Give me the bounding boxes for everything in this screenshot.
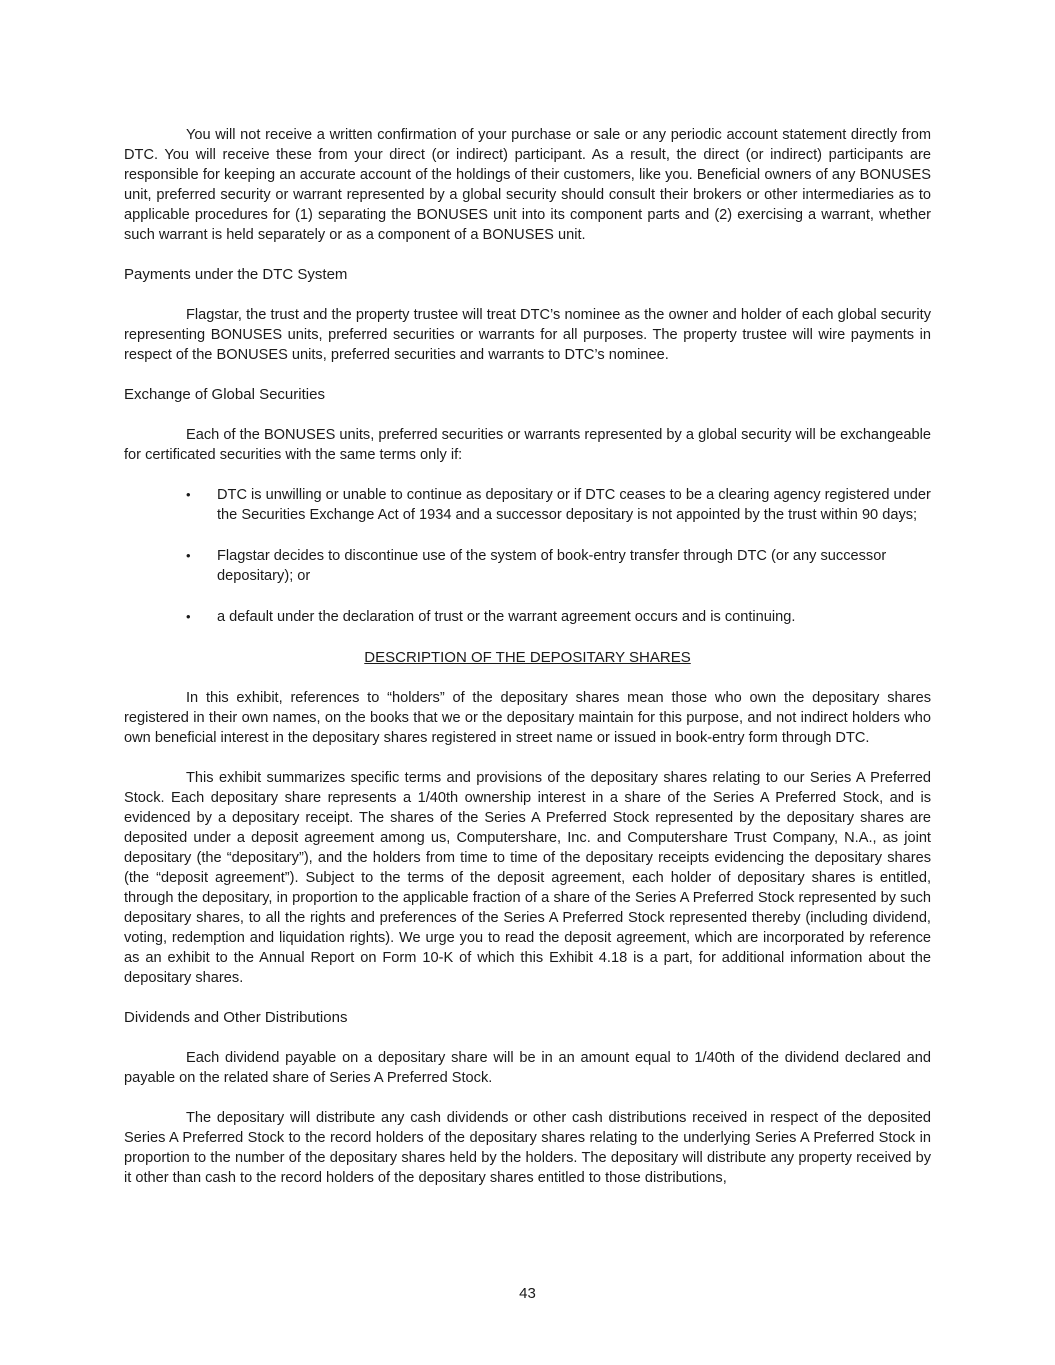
paragraph-summary: This exhibit summarizes specific terms and provisions of the depositary shares relating to our Series A Preferred Stock. Each depositary share represents a 1/40th ownership interest in a share of the Series A Preferred Stock, and is evidenced by a depositary receipt. The shares of the Series A Preferred Stock represented by the depositary shares are deposited under a deposit agreement among us, Computershare, Inc. and Computershare Trust Company, N.A., as joint depositary (the “depositary”), and the holders from time to time of the depositary receipts evidencing the depositary shares (the “deposit agreement”). Subject to the terms of the deposit agreement, each holder of depositary shares is entitled, through the depositary, in proportion to the applicable fraction of a share of the Series A Preferred Stock represented by such depositary shares, to all the rights and preferences of the Series A Preferred Stock represented thereby (including dividend, voting, redemption and liquidation rights). We urge you to read the deposit agreement, which are incorporated by reference as an exhibit to the Annual Report on Form 10-K of which this Exhibit 4.18 is a part, for additional information about the depositary shares. — [124, 770, 931, 986]
bullet-icon: • — [186, 487, 191, 502]
page-number: 43 — [519, 1285, 536, 1302]
bullet-list — [124, 485, 931, 627]
paragraph-cash-distributions: The depositary will distribute any cash dividends or other cash distributions received in respect of the deposited Series A Preferred Stock to the record holders of the depositary shares relating to the underlying Series A Preferred Stock in proportion to the number of the depositary shares held by the holders. The depositary will distribute any property received by it other than cash to the record holders of the depositary shares entitled to those distributions, — [124, 1110, 931, 1186]
document-page — [124, 125, 931, 1208]
bullet-item — [124, 485, 931, 525]
heading-exchange: Exchange of Global Securities — [124, 386, 325, 403]
bullet-text: DTC is unwilling or unable to continue as depositary or if DTC ceases to be a clearing agency registered under the Securities Exchange Act of 1934 and a successor depositary is not appointed by the trust within 90 days; — [217, 487, 931, 523]
bullet-text: Flagstar decides to discontinue use of the system of book-entry transfer through DTC (or any successor depositary); or — [217, 548, 887, 584]
paragraph-dividend-amount: Each dividend payable on a depositary share will be in an amount equal to 1/40th of the dividend declared and payable on the related share of Series A Preferred Stock. — [124, 1050, 931, 1086]
heading-dividends: Dividends and Other Distributions — [124, 1009, 348, 1026]
paragraph-confirmation: You will not receive a written confirmation of your purchase or sale or any periodic account statement directly from DTC. You will receive these from your direct (or indirect) participant. As a result, the direct (or indirect) participants are responsible for keeping an accurate account of the holdings of their customers, like you. Beneficial owners of any BONUSES unit, preferred security or warrant represented by a global security should consult their brokers or other intermediaries as to applicable procedures for (1) separating the BONUSES unit into its component parts and (2) exercising a warrant, whether such warrant is held separately or as a component of a BONUSES unit. — [124, 127, 931, 243]
paragraph-holders: In this exhibit, references to “holders” of the depositary shares mean those who own the depositary shares registered in their own names, on the books that we or the depositary maintain for this purpose, and not indirect holders who own beneficial interest in the depositary shares registered in street name or issued in book-entry form through DTC. — [124, 690, 931, 746]
section-title-depositary-shares: DESCRIPTION OF THE DEPOSITARY SHARES — [364, 649, 691, 666]
bullet-item — [124, 546, 931, 586]
bullet-text: a default under the declaration of trust or the warrant agreement occurs and is continuing. — [217, 609, 796, 625]
heading-payments: Payments under the DTC System — [124, 266, 348, 283]
paragraph-payments: Flagstar, the trust and the property trustee will treat DTC’s nominee as the owner and holder of each global security representing BONUSES units, preferred securities or warrants for all purposes. The property trustee will wire payments in respect of the BONUSES units, preferred securities and warrants to DTC’s nominee. — [124, 307, 931, 363]
paragraph-exchange: Each of the BONUSES units, preferred securities or warrants represented by a global security will be exchangeable for certificated securities with the same terms only if: — [124, 427, 931, 463]
bullet-icon: • — [186, 548, 191, 563]
bullet-item — [124, 607, 931, 627]
bullet-icon: • — [186, 609, 191, 624]
